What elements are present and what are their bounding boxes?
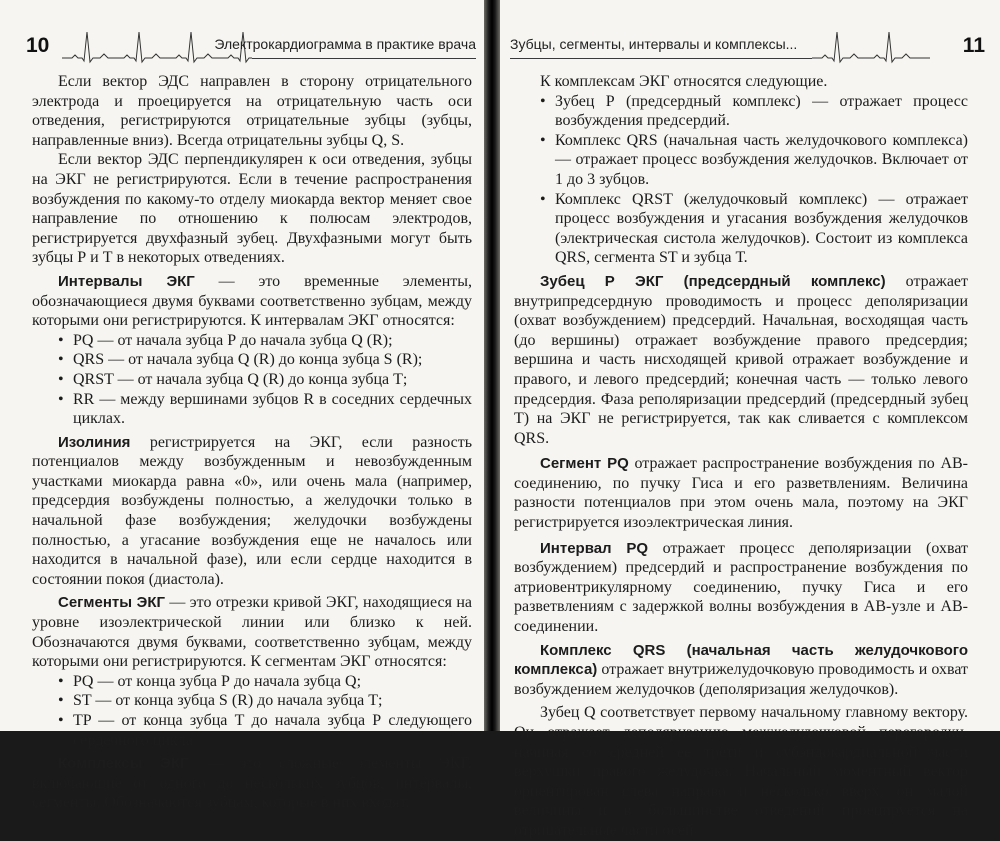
page-number: 11 — [962, 34, 985, 57]
paragraph: Если вектор ЭДС перпендикулярен к оси отведения, зубцы на ЭКГ не регистрируются. Если в течение распространения возбуждения по какому-то отделу миокарда вектор меняет свое направление по отношению к полюсам электродов, регистрируется двухфазный зубец. Двухфазными могут быть зубцы Р и Т в некоторых отведениях. — [32, 151, 472, 267]
term-pq-segment: Сегмент PQ — [540, 455, 629, 473]
paragraph-pq-segment: Сегмент PQ отражает распространение возбуждения по АВ-соединению, по пучку Гиса и его разветвлениям. Величина разности потенциалов при этом очень мала, поэтому на ЭКГ регистрируется изоэлектрическая линия. — [514, 455, 968, 532]
list-item: • RR — между вершинами зубцов R в соседних сердечных циклах. — [58, 390, 472, 429]
complexes-list — [514, 92, 968, 268]
right-text-column — [514, 72, 968, 841]
right-page — [500, 0, 1000, 839]
running-title: Зубцы, сегменты, интервалы и комплексы... — [510, 36, 798, 52]
paragraph-q-wave: Зубец Q соответствует первому начальному главному вектору. Он отражает деполяризацию межжелудочковой перегородки, начиная со средней ее трети и субэндокардиальной части верхушки правого желудочка. Начальный моментный вектор ориентирован слева направо и несколько вверх, он малой величины и в большинстве отведений проецируется на отрицательные части осей — [514, 704, 968, 839]
list-item: • Зубец Р (предсердный комплекс) — отражает процесс возбуждения предсердий. — [540, 92, 968, 131]
list-item: • Комплекс QRS (начальная часть желудочкового комплекса) — отражает процесс возбуждения желудочков. Включает от 1 до 3 зубцов. — [540, 131, 968, 190]
intervals-list — [32, 331, 472, 429]
paragraph-pq-interval: Интервал PQ отражает процесс деполяризации (охват возбуждением) предсердий и распространение возбуждения по атриовентрикулярному соединению, пучку Гиса и его разветвлениям с задержкой волны возбуждения в АВ-узле и АВ-соединении. — [514, 539, 968, 636]
header-rule — [510, 58, 812, 59]
list-item: • PQ — от конца зубца Р до начала зубца Q; — [58, 672, 472, 692]
term-complexes: Комплексы ЭКГ — [58, 755, 189, 773]
list-item: • QRS — от начала зубца Q (R) до конца зубца S (R); — [58, 350, 472, 370]
ecg-wave-icon — [812, 28, 930, 62]
term-pq-interval: Интервал PQ — [540, 539, 648, 557]
list-item: • Комплекс QRST (желудочковый комплекс) — отражает процесс возбуждения и угасания возбуждения желудочков (электрическая систола желудочков). Состоит из комплекса QRS, сегмента ST и зубца Т. — [540, 190, 968, 268]
term-p-wave: Зубец Р ЭКГ (предсердный комплекс) — [540, 272, 886, 290]
list-item: • ST — от конца зубца S (R) до начала зубца Т; — [58, 691, 472, 711]
left-page-header — [26, 28, 476, 62]
paragraph: К комплексам ЭКГ относятся следующие. — [540, 73, 828, 90]
left-page — [0, 0, 484, 812]
paragraph: Если вектор ЭДС направлен в сторону отрицательного электрода и проецируется на отрицательную часть оси отведения, регистрируются отрицательные зубцы (зубцы, направленные вниз). Всегда отрицательны зубцы Q, S. — [32, 73, 472, 149]
list-item: • TP — от конца зубца Т до начала зубца Р следующего сердечного цикла. — [58, 711, 472, 750]
paragraph-segments: Сегменты ЭКГ — это отрезки кривой ЭКГ, находящиеся на уровне изоэлектрической линии или близко к ней. Обозначаются двумя буквами, соответственно зубцам, между которыми они регистрируются. К сегментам ЭКГ относятся: — [32, 594, 473, 671]
paragraph-isoline: Изолиния регистрируется на ЭКГ, если разность потенциалов между возбужденным и невозбужденным участками миокарда равна «0», или очень мала (например, предсердия возбуждены полностью, а желудочки только в начальной фазе возбуждения; желудочки возбуждены полностью, а угасание возбуждения еще не началось или находится в начальной фазе), или если сердце находится в состоянии покоя (диастола). — [32, 433, 472, 588]
term-segments: Сегменты ЭКГ — [58, 594, 165, 612]
running-title: Электрокардиограмма в практике врача — [214, 36, 476, 52]
paragraph-qrs-complex: Комплекс QRS (начальная часть желудочкового комплекса) отражает внутрижелудочковую проводимость и охват возбуждением желудочков (деполяризация желудочков). — [514, 641, 968, 698]
left-text-column — [32, 72, 472, 813]
paragraph-complexes: Комплексы ЭКГ — это сложные элементы ЭКГ, включающие от одного до нескольких зубцов, интервалы, сегменты. Обозначаются зубцам, которые в них входят. — [32, 755, 472, 812]
right-page-header — [510, 28, 985, 62]
term-isoline: Изолиния — [58, 433, 131, 451]
paragraph-intervals: Интервалы ЭКГ — это временные элементы, обозначающиеся двумя буквами соответственно зубцам, между которыми они регистрируются. К интервалам ЭКГ относятся: — [32, 272, 472, 330]
list-item: • PQ — от начала зубца Р до начала зубца Q (R); — [58, 331, 472, 351]
paragraph-p-wave: Зубец Р ЭКГ (предсердный комплекс) отражает внутрипредсердную проводимость и процесс деполяризации (охват возбуждением) предсердий. Начальная, восходящая часть (до вершины) отражает возбуждение правого предсердия; вершина и часть нисходящей кривой отражает возбуждение и правого, и левого предсердий; конечная часть — только левого предсердия. Фаза реполяризации предсердий (предсердный зубец Т) на ЭКГ не регистрируется, так как сливается с комплексом QRS. — [514, 272, 969, 447]
book-gutter — [484, 0, 500, 731]
header-rule — [252, 58, 476, 59]
term-intervals: Интервалы ЭКГ — [58, 272, 195, 290]
segments-list — [32, 672, 472, 750]
page-number: 10 — [26, 34, 50, 57]
term-qrs-complex: Комплекс QRS (начальная часть желудочкового комплекса) — [514, 641, 968, 679]
list-item: • QRST — от начала зубца Q (R) до конца зубца Т; — [58, 370, 472, 390]
